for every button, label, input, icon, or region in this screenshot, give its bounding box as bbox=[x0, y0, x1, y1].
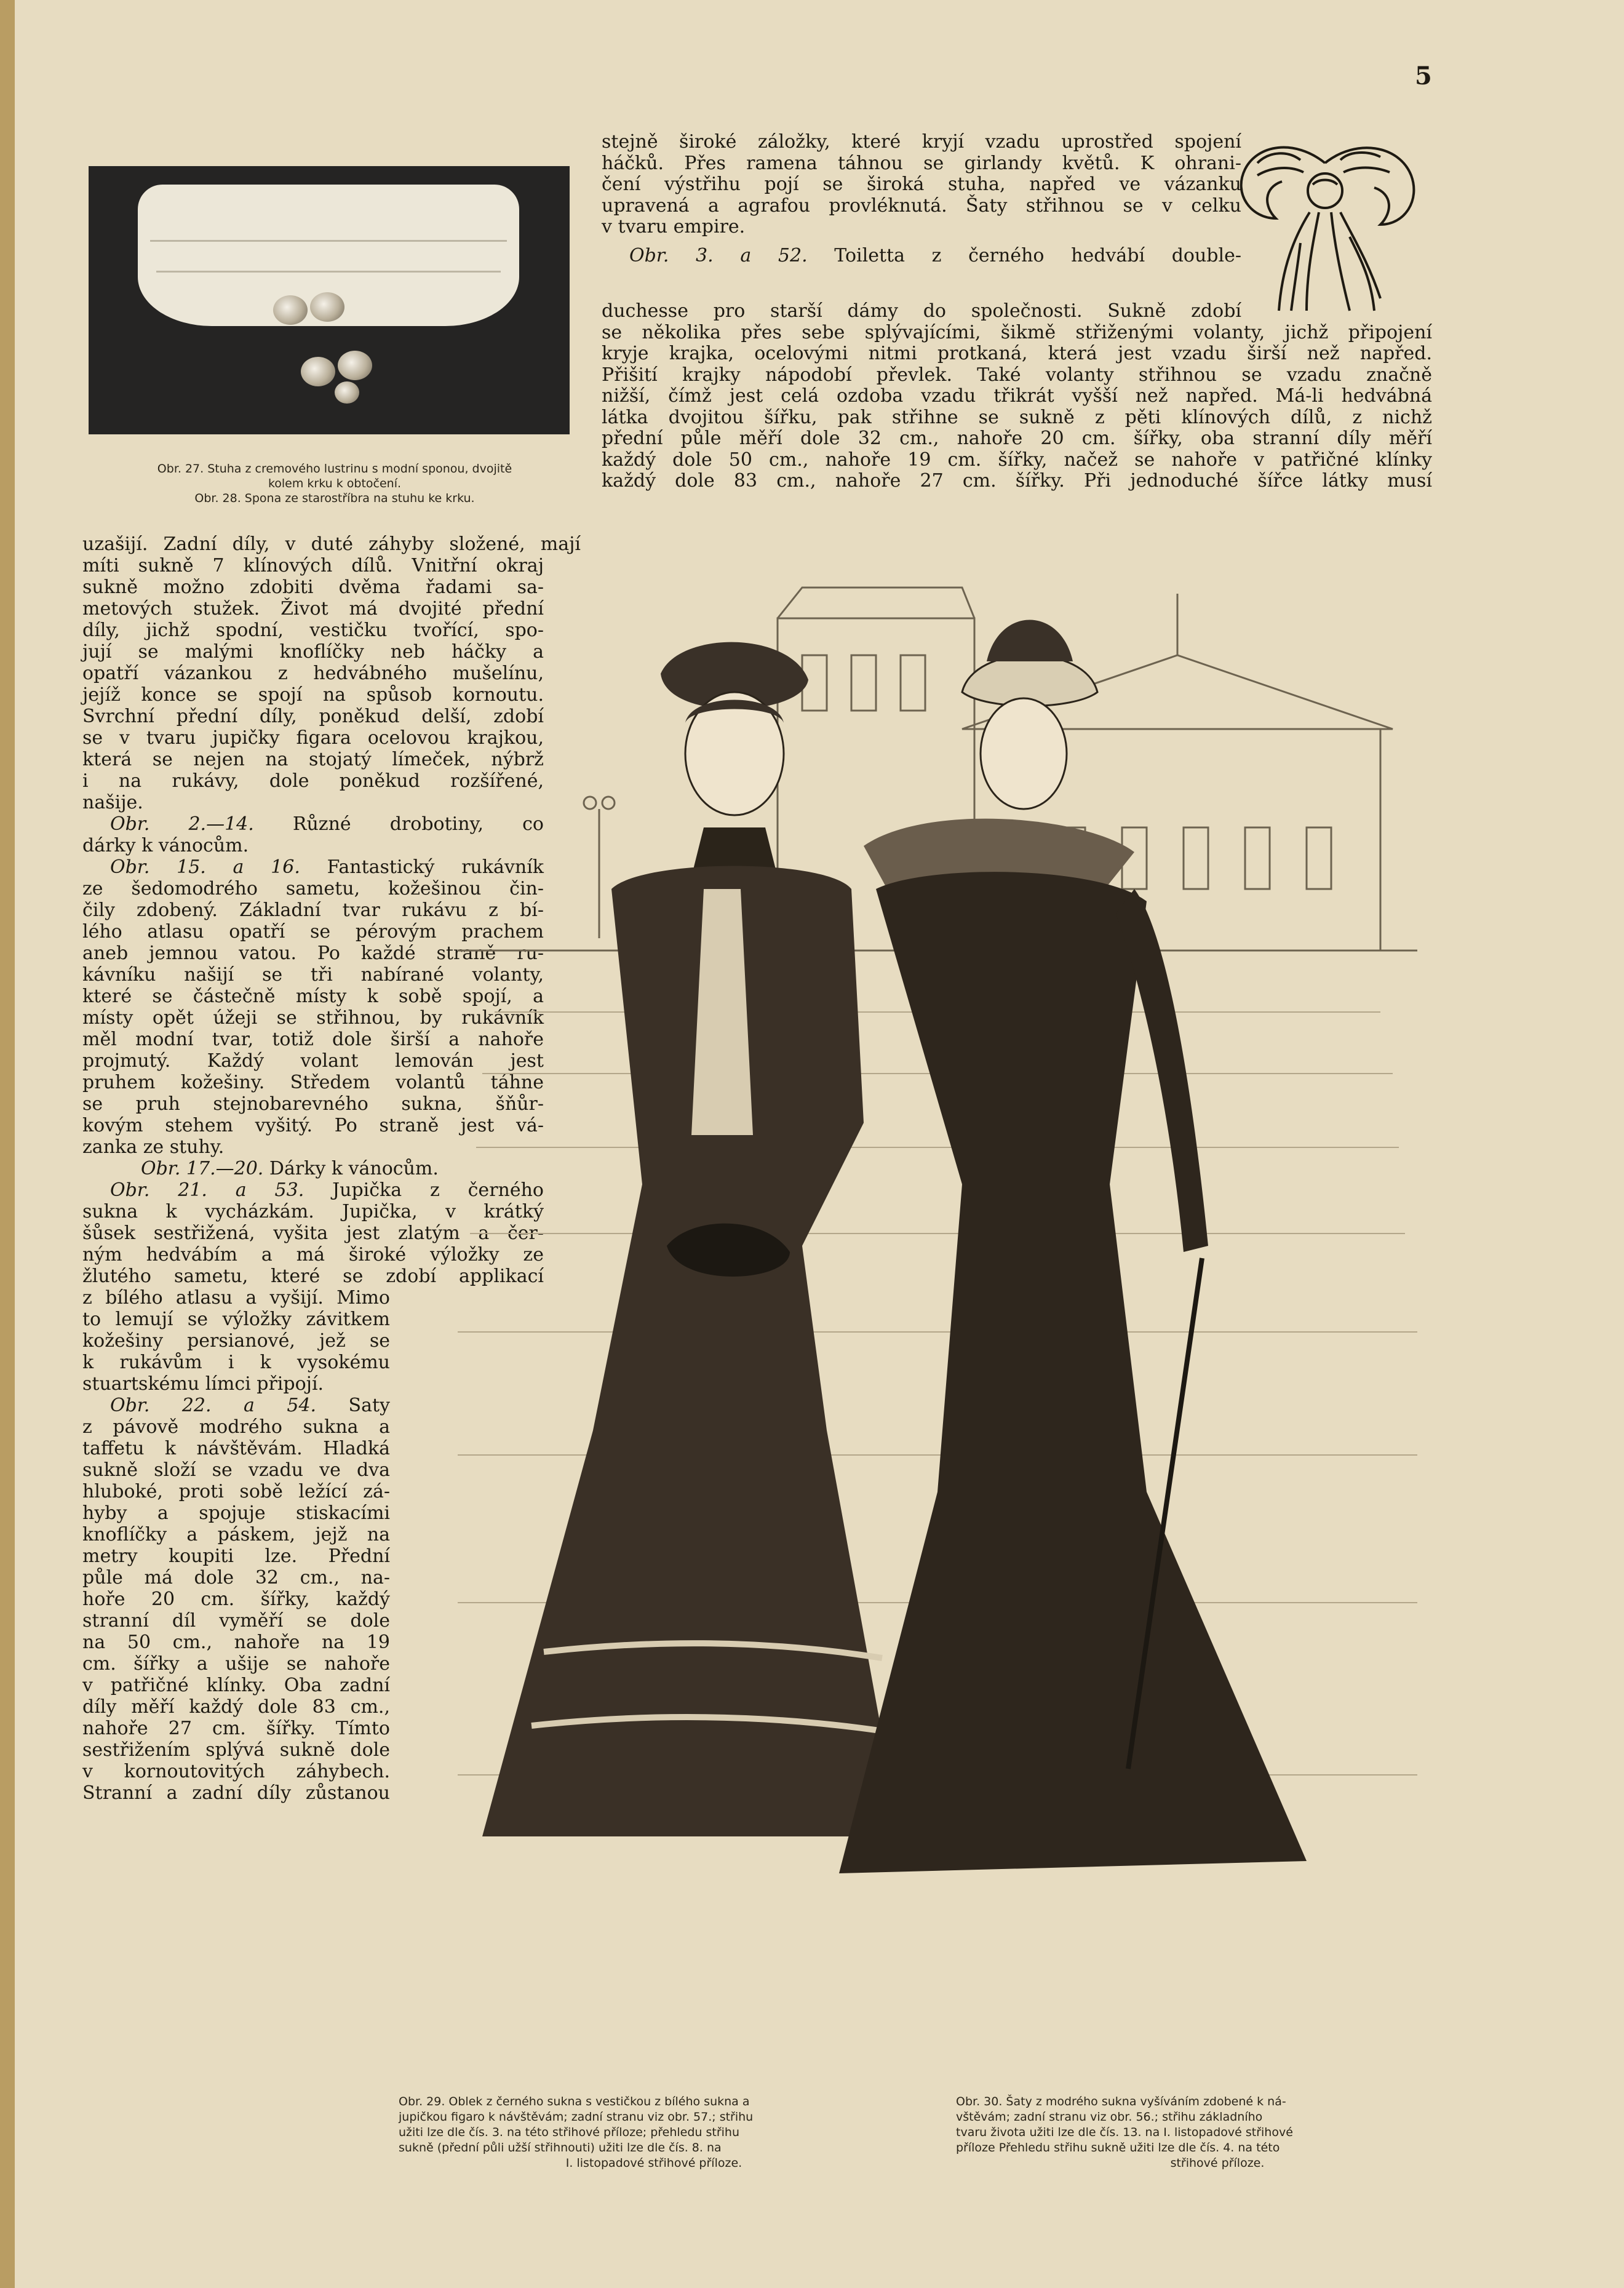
figure-reference: Obr. 22. a 54. bbox=[110, 1395, 317, 1416]
ribbon-fold bbox=[150, 215, 507, 242]
text-line: hluboké, proti sobě ležící zá- bbox=[82, 1481, 390, 1502]
text-line: v patřičné klínky. Oba zadní bbox=[82, 1675, 390, 1696]
text-line: se několika přes sebe splývajícími, šikmě střiženými volanty, jichž připojení bbox=[602, 321, 1432, 343]
text-line: sestřižením splývá sukně dole bbox=[82, 1739, 390, 1761]
text-line: k rukávům i k vysokému bbox=[82, 1352, 390, 1373]
figure-27-photo bbox=[89, 166, 570, 434]
text-line: duchesse pro starší dámy do společnosti. Sukně zdobí bbox=[602, 300, 1241, 322]
obr3-first-line bbox=[602, 245, 1241, 267]
text-line: jují se malými knoflíčky neb háčky a bbox=[82, 641, 544, 663]
text-line: měl modní tvar, totiž dole širší a nahoře bbox=[82, 1029, 544, 1050]
page bbox=[15, 0, 1624, 2288]
caption-line: příloze Přehledu střihu sukně užiti lze dle čís. 4. na této bbox=[956, 2141, 1280, 2154]
text-line: díly, jichž spodní, vestičku tvořící, spo- bbox=[82, 620, 544, 641]
text-line: stranní díl vyměří se dole bbox=[82, 1610, 390, 1632]
text-line: Stranní a zadní díly zůstanou bbox=[82, 1782, 390, 1804]
text-line: přední půle měří dole 32 cm., nahoře 20 cm. šířky, oba stranní díly měří bbox=[602, 428, 1432, 449]
clasp-image bbox=[338, 351, 372, 380]
text-line: našije. bbox=[82, 792, 143, 813]
text-line: které se částečně místy k sobě spojí, a bbox=[82, 986, 544, 1007]
text-line: se v tvaru jupičky figara ocelovou krajkou, bbox=[82, 727, 544, 749]
text-line: stuartskému límci připojí. bbox=[82, 1373, 324, 1395]
text-line: upravená a agrafou provléknutá. Šaty střihnou se v celku bbox=[602, 194, 1241, 217]
right-column-text bbox=[602, 301, 1432, 492]
caption-line: Obr. 29. Oblek z černého sukna s vestičkou z bílého sukna a bbox=[399, 2095, 750, 2108]
text-line: kávníku našijí se tři nabírané volanty, bbox=[82, 964, 544, 986]
text-line: knoflíčky a páskem, jejž na bbox=[82, 1524, 390, 1545]
text-line: kryje krajka, ocelovými nitmi protkaná, která jest vzadu širší než napřed. bbox=[602, 343, 1432, 364]
text-line: taffetu k návštěvám. Hladká bbox=[82, 1438, 390, 1459]
text-line: jejíž konce se spojí na spůsob kornoutu. bbox=[82, 684, 544, 706]
caption-line: užiti lze dle čís. 3. na této střihové příloze; přehledu střihu bbox=[399, 2126, 740, 2139]
clasp-image bbox=[310, 292, 344, 322]
text-span: Různé drobotiny, co bbox=[292, 813, 544, 835]
figure-29-caption bbox=[399, 2094, 909, 2171]
caption-line: střihové příloze. bbox=[1170, 2156, 1265, 2170]
text-line: šůsek sestřižená, vyšita jest zlatým a čer- bbox=[82, 1222, 544, 1244]
clasp-image bbox=[273, 295, 308, 325]
text-line: metových stužek. Život má dvojité přední bbox=[82, 598, 544, 620]
obr22-line bbox=[82, 1395, 390, 1416]
figure-30-caption bbox=[956, 2094, 1479, 2171]
caption-line: Obr. 27. Stuha z cremového lustrinu s modní sponou, dvojitě bbox=[157, 462, 512, 476]
figure-27-caption bbox=[70, 461, 599, 506]
text-line: dárky k vánocům. bbox=[82, 835, 249, 856]
text-line: látka dvojitou šířku, pak střihne se sukně z pěti klínových dílů, z nichž bbox=[602, 406, 1432, 428]
text-line: čení výstřihu pojí se široká stuha, napřed ve vázanku bbox=[602, 173, 1241, 195]
figure-reference: Obr. 3. a 52. bbox=[629, 244, 808, 266]
text-line: nižší, čímž jest celá ozdoba vzadu třikrát vyšší než napřed. Má-li hedvábná bbox=[602, 385, 1432, 407]
text-line: Přišití krajky nápodobí převlek. Také volanty střihnou se vzadu značně bbox=[602, 364, 1432, 386]
text-line: každý dole 83 cm., nahoře 27 cm. šířky. Při jednoduché šířce látky musí bbox=[602, 470, 1432, 492]
text-line: projmutý. Každý volant lemován jest bbox=[82, 1050, 544, 1072]
clasp-image bbox=[335, 381, 359, 404]
text-line: kožešiny persianové, jež se bbox=[82, 1330, 390, 1352]
text-span: Dárky k vánocům. bbox=[269, 1158, 439, 1179]
text-line: která se nejen na stojatý límeček, nýbrž bbox=[82, 749, 544, 770]
text-line: aneb jemnou vatou. Po každé straně ru- bbox=[82, 943, 544, 964]
right-figure-drawing bbox=[839, 620, 1307, 1874]
text-line: sukně možno zdobiti dvěma řadami sa- bbox=[82, 576, 544, 598]
caption-line: sukně (přední půli užší střihnouti) užiti lze dle čís. 8. na bbox=[399, 2141, 722, 2154]
text-line: se pruh stejnobarevného sukna, šňůr- bbox=[82, 1093, 544, 1115]
figure-reference: Obr. 2.—14. bbox=[110, 813, 254, 835]
text-line: i na rukávy, dole poněkud rozšířené, bbox=[82, 770, 544, 792]
text-line: uzašijí. Zadní díly, v duté záhyby složené, mají bbox=[82, 533, 581, 555]
text-line: ze šedomodrého sametu, kožešinou čin- bbox=[82, 878, 544, 899]
text-line: v tvaru empire. bbox=[602, 216, 746, 237]
fashion-plate-illustration bbox=[458, 569, 1417, 2089]
figure-reference: Obr. 15. a 16. bbox=[110, 856, 300, 878]
caption-line: tvaru života užiti lze dle čís. 13. na I. listopadové střihové bbox=[956, 2126, 1293, 2139]
text-line: půle má dole 32 cm., na- bbox=[82, 1567, 390, 1588]
caption-line: jupičkou figaro k návštěvám; zadní stranu viz obr. 57.; střihu bbox=[399, 2110, 754, 2124]
text-line: ným hedvábím a má široké výložky ze bbox=[82, 1244, 544, 1266]
page-number: 5 bbox=[1415, 62, 1432, 90]
text-line: pruhem kožešiny. Středem volantů táhne bbox=[82, 1072, 544, 1093]
top-right-text bbox=[602, 132, 1241, 266]
text-line: míti sukně 7 klínových dílů. Vnitřní okraj bbox=[82, 555, 544, 576]
text-line: z pávově modrého sukna a bbox=[82, 1416, 390, 1438]
text-span: Jupička z černého bbox=[332, 1179, 544, 1201]
text-line: sukně složí se vzadu ve dva bbox=[82, 1459, 390, 1481]
text-line: to lemují se výložky závitkem bbox=[82, 1309, 390, 1330]
ribbon-fold bbox=[156, 246, 501, 273]
figure-reference: Obr. 17.—20. bbox=[141, 1158, 264, 1179]
caption-line: I. listopadové střihové příloze. bbox=[565, 2156, 742, 2170]
left-figure-drawing bbox=[482, 642, 901, 1836]
text-span: Fantastický rukávník bbox=[327, 856, 544, 878]
figure-reference: Obr. 21. a 53. bbox=[110, 1179, 304, 1201]
text-line: hoře 20 cm. šířky, každý bbox=[82, 1588, 390, 1610]
caption-line: kolem krku k obtočení. bbox=[268, 477, 402, 490]
text-line: kovým stehem vyšitý. Po straně jest vá- bbox=[82, 1115, 544, 1136]
binding-edge bbox=[0, 0, 15, 2288]
text-span: Toiletta z černého hedvábí double- bbox=[834, 244, 1241, 266]
text-line: v kornoutovitých záhybech. bbox=[82, 1761, 390, 1782]
caption-line: Obr. 28. Spona ze starostříbra na stuhu ke krku. bbox=[194, 492, 475, 505]
text-line: sukna k vycházkám. Jupička, v krátký bbox=[82, 1201, 544, 1222]
text-line: žlutého sametu, které se zdobí applikací bbox=[82, 1266, 544, 1287]
text-line: na 50 cm., nahoře na 19 bbox=[82, 1632, 390, 1653]
text-line: místy opět úžeji se střihnou, by rukávník bbox=[82, 1007, 544, 1029]
text-line: hyby a spojuje stiskacími bbox=[82, 1502, 390, 1524]
caption-line: Obr. 30. Šaty z modrého sukna vyšíváním zdobené k ná- bbox=[956, 2095, 1286, 2108]
text-line: z bílého atlasu a vyšijí. Mimo bbox=[82, 1287, 390, 1309]
text-line: zanka ze stuhy. bbox=[82, 1136, 225, 1158]
angel-ornament-icon bbox=[1220, 126, 1423, 323]
text-line: každý dole 50 cm., nahoře 19 cm. šířky, načež se nahoře v patřičné klínky bbox=[602, 448, 1432, 471]
text-line: stejně široké záložky, které kryjí vzadu uprostřed spojení bbox=[602, 131, 1241, 153]
caption-line: vštěvám; zadní stranu viz obr. 56.; střihu základního bbox=[956, 2110, 1263, 2124]
text-line: Svrchní přední díly, poněkud delší, zdobí bbox=[82, 706, 544, 727]
text-line: metry koupiti lze. Přední bbox=[82, 1545, 390, 1567]
text-line: cm. šířky a ušije se nahoře bbox=[82, 1653, 390, 1675]
text-line: háčků. Přes ramena táhnou se girlandy květů. K ohrani- bbox=[602, 152, 1241, 174]
text-line: čily zdobený. Základní tvar rukávu z bí- bbox=[82, 899, 544, 921]
text-line: lého atlasu opatří se pérovým prachem bbox=[82, 921, 544, 943]
text-line: opatří vázankou z hedvábného mušelínu, bbox=[82, 663, 544, 684]
text-line: díly měří každý dole 83 cm., bbox=[82, 1696, 390, 1718]
text-span: Saty bbox=[348, 1395, 390, 1416]
text-line: nahoře 27 cm. šířky. Tímto bbox=[82, 1718, 390, 1739]
clasp-image bbox=[301, 357, 335, 386]
